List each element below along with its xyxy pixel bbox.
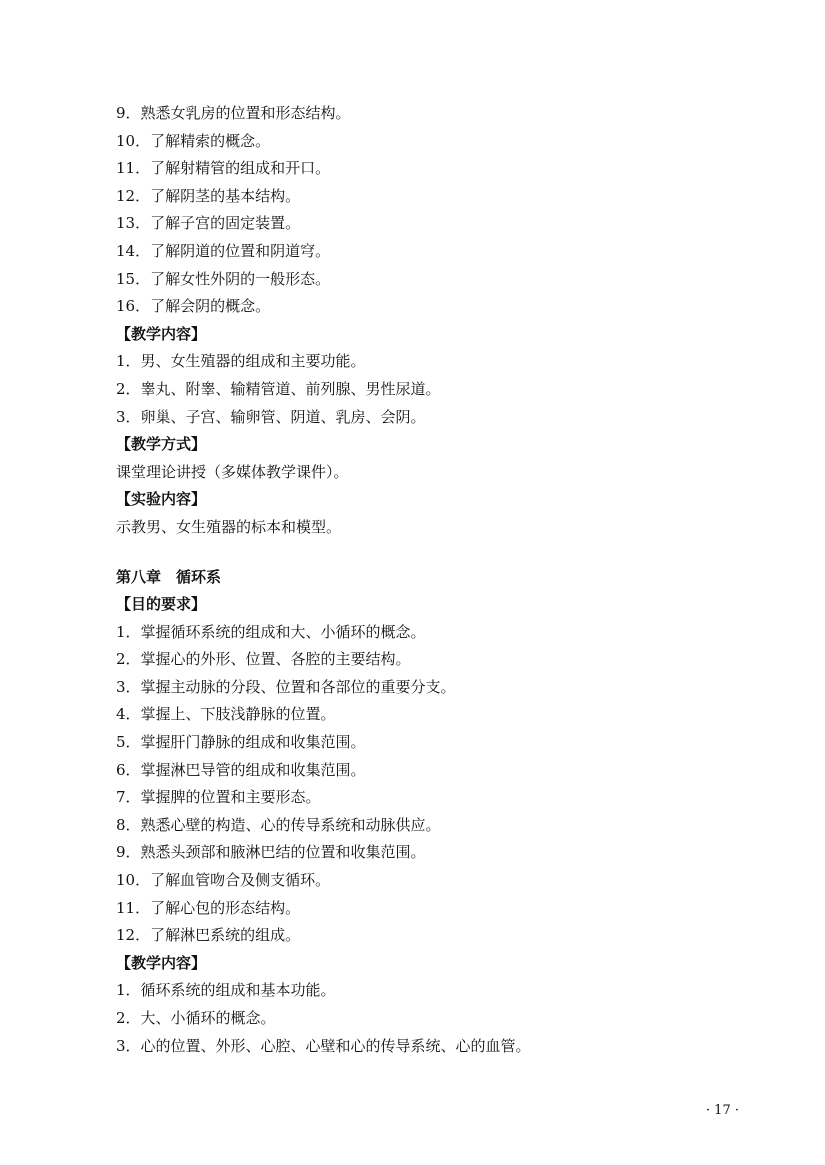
list-item: 15．了解女性外阴的一般形态。: [116, 269, 331, 288]
list-item: 3．掌握主动脉的分段、位置和各部位的重要分支。: [116, 677, 456, 696]
list-item: 14．了解阴道的位置和阴道穹。: [116, 241, 331, 260]
list-item: 3．卵巢、子宫、输卵管、阴道、乳房、会阴。: [116, 407, 426, 426]
list-item: 6．掌握淋巴导管的组成和收集范围。: [116, 760, 366, 779]
list-item: 9．熟悉女乳房的位置和形态结构。: [116, 104, 351, 122]
page-body: [116, 100, 756, 1060]
list-item: 2．大、小循环的概念。: [116, 1009, 276, 1027]
list-item: 2．睾丸、附睾、输精管道、前列腺、男性尿道。: [116, 379, 441, 398]
lab-content-text: 示教男、女生殖器的标本和模型。: [116, 517, 342, 536]
list-item: 13．了解子宫的固定装置。: [116, 214, 301, 233]
list-item: 8．熟悉心壁的构造、心的传导系统和动脉供应。: [116, 815, 441, 834]
teaching-content-list-chapter8: [116, 977, 756, 1060]
teaching-content-heading-chapter8: 【教学内容】: [116, 953, 207, 972]
chapter-title: 第八章 循环系: [116, 567, 222, 586]
list-item: 11．了解心包的形态结构。: [116, 898, 301, 917]
list-item: 10．了解精索的概念。: [116, 131, 271, 150]
list-item: 1．循环系统的组成和基本功能。: [116, 981, 336, 1000]
list-item: 10．了解血管吻合及侧支循环。: [116, 871, 331, 890]
teaching-method-text: 课堂理论讲授（多媒体教学课件）。: [116, 462, 349, 481]
list-item: 1．男、女生殖器的组成和主要功能。: [116, 352, 366, 371]
list-item: 16．了解会阴的概念。: [116, 297, 271, 316]
list-item: 7．掌握脾的位置和主要形态。: [116, 788, 321, 807]
list-item: 11．了解射精管的组成和开口。: [116, 159, 331, 178]
teaching-content-list: [116, 348, 756, 431]
list-item: 9．熟悉头颈部和腋淋巴结的位置和收集范围。: [116, 843, 426, 862]
list-item: 1．掌握循环系统的组成和大、小循环的概念。: [116, 622, 426, 641]
teaching-method-heading: 【教学方式】: [116, 435, 207, 454]
objectives-heading: 【目的要求】: [116, 595, 207, 614]
list-item: 5．掌握肝门静脉的组成和收集范围。: [116, 733, 366, 752]
page-number: · 17 ·: [705, 1103, 739, 1118]
teaching-content-heading: 【教学内容】: [116, 324, 207, 343]
lab-content-heading: 【实验内容】: [116, 490, 207, 509]
list-item: 12．了解淋巴系统的组成。: [116, 926, 301, 945]
list-item: 2．掌握心的外形、位置、各腔的主要结构。: [116, 650, 411, 669]
list-item: 3．心的位置、外形、心腔、心壁和心的传导系统、心的血管。: [116, 1036, 531, 1055]
list-item: 4．掌握上、下肢浅静脉的位置。: [116, 705, 336, 724]
objective-list: [116, 619, 756, 950]
list-item: 12．了解阴茎的基本结构。: [116, 186, 301, 205]
objective-list-continued: [116, 100, 756, 321]
